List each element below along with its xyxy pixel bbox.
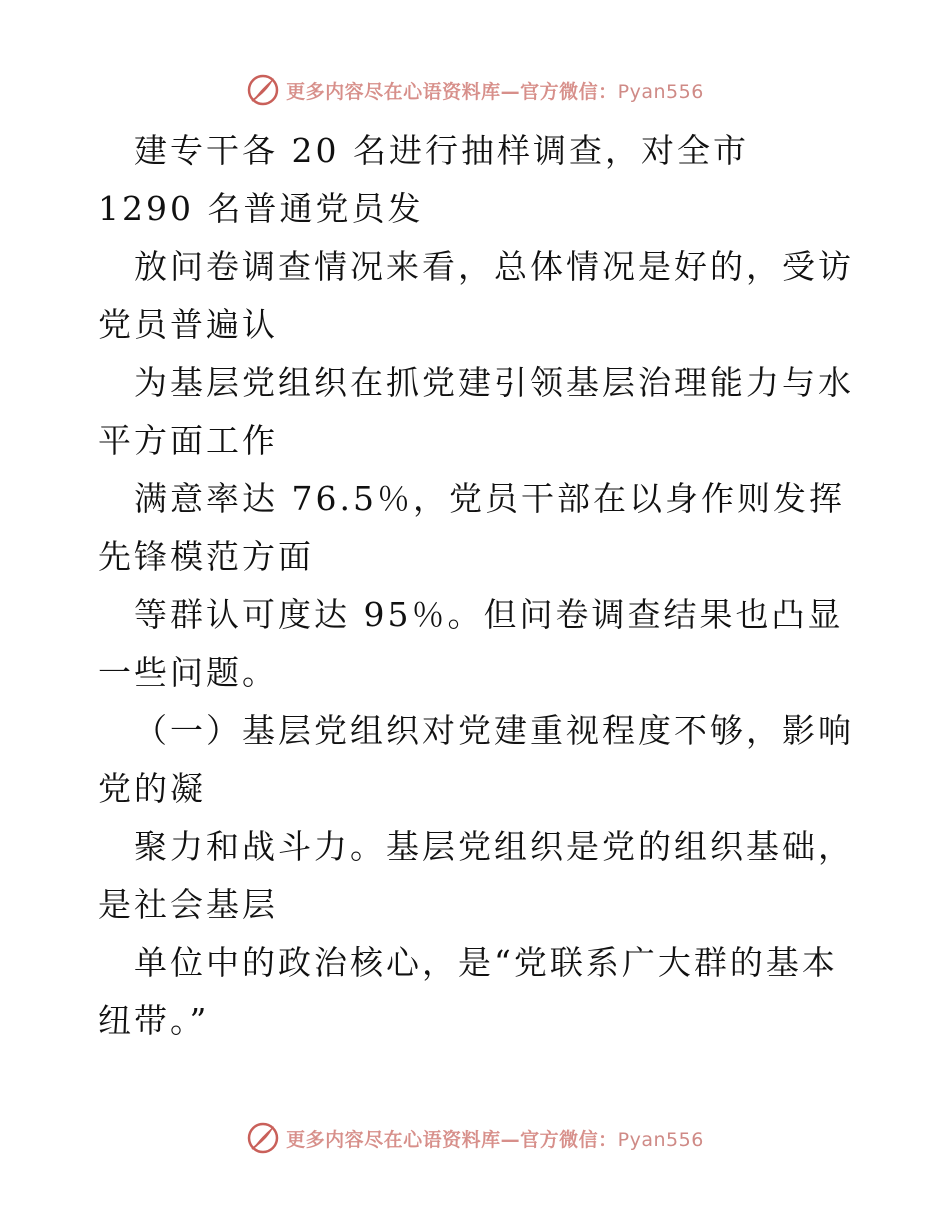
paragraph-7: 聚力和战斗力。基层党组织是党的组织基础，是社会基层: [98, 827, 854, 924]
watermark-text: 更多内容尽在心语资料库—官方微信：Pyan556: [286, 80, 704, 103]
quill-pen-logo-icon: [246, 1121, 280, 1155]
paragraph-1: 建专干各 20 名进行抽样调查，对全市 1290 名普通党员发: [98, 131, 749, 228]
document-body: [98, 122, 858, 1050]
paragraph-3: 为基层党组织在抓党建引领基层治理能力与水平方面工作: [98, 363, 854, 460]
watermark-text: 更多内容尽在心语资料库—官方微信：Pyan556: [286, 1128, 704, 1151]
paragraph-2: 放问卷调查情况来看，总体情况是好的，受访党员普遍认: [98, 247, 854, 344]
quill-pen-logo-icon: [246, 73, 280, 107]
paragraph-6: （一）基层党组织对党建重视程度不够，影响党的凝: [98, 711, 854, 808]
footer-watermark: [0, 1118, 950, 1158]
paragraph-8: 单位中的政治核心，是“党联系广大群的基本纽带。”: [98, 943, 838, 1040]
paragraph-5: 等群认可度达 95％。但问卷调查结果也凸显一些问题。: [98, 595, 844, 692]
header-watermark: [0, 70, 950, 110]
paragraph-4: 满意率达 76.5％，党员干部在以身作则发挥先锋模范方面: [98, 479, 845, 576]
